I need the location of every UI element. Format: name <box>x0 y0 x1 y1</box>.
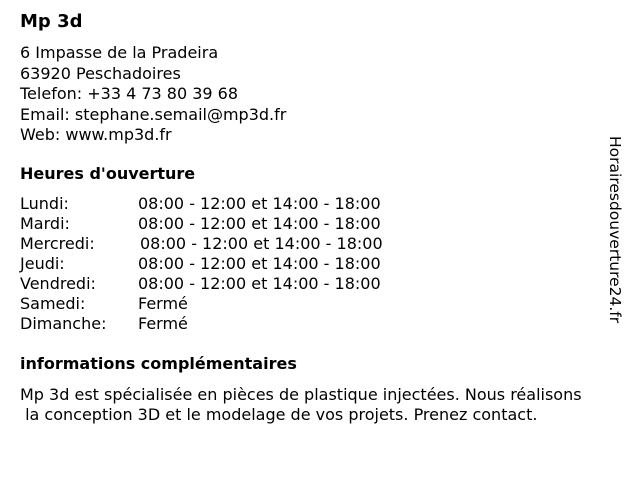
description-text <box>20 385 630 425</box>
day-label: Mercredi: <box>20 234 95 253</box>
day-label: Samedi: <box>20 294 86 313</box>
time-value: Fermé <box>138 314 188 333</box>
website: Web: www.mp3d.fr <box>20 125 172 144</box>
time-value: 08:00 - 12:00 et 14:00 - 18:00 <box>138 254 381 273</box>
contact-block <box>20 43 286 146</box>
city-postal: 63920 Peschadoires <box>20 63 181 83</box>
day-label: Vendredi: <box>20 274 96 293</box>
time-value: 08:00 - 12:00 et 14:00 - 18:00 <box>138 194 381 213</box>
site-brand-vertical: Horairesdouverture24.fr <box>606 136 624 324</box>
day-label: Jeudi: <box>20 254 65 273</box>
time-value: Fermé <box>138 294 188 313</box>
info-heading: informations complémentaires <box>20 354 297 373</box>
street-address: 6 Impasse de la Pradeira <box>20 43 219 62</box>
day-label: Dimanche: <box>20 314 107 333</box>
time-value: 08:00 - 12:00 et 14:00 - 18:00 <box>140 234 383 253</box>
description-line: Mp 3d est spécialisée en pièces de plastique injectées. Nous réalisons <box>20 385 582 404</box>
email-address: Email: stephane.semail@mp3d.fr <box>20 104 287 124</box>
time-value: 08:00 - 12:00 et 14:00 - 18:00 <box>138 214 381 233</box>
business-name: Mp 3d <box>20 11 83 32</box>
day-label: Lundi: <box>20 194 69 213</box>
time-value: 08:00 - 12:00 et 14:00 - 18:00 <box>138 274 381 293</box>
phone-number: Telefon: +33 4 73 80 39 68 <box>20 84 239 103</box>
hours-heading: Heures d'ouverture <box>20 164 196 183</box>
day-label: Mardi: <box>20 214 70 233</box>
description-line: la conception 3D et le modelage de vos projets. Prenez contact. <box>20 405 538 424</box>
